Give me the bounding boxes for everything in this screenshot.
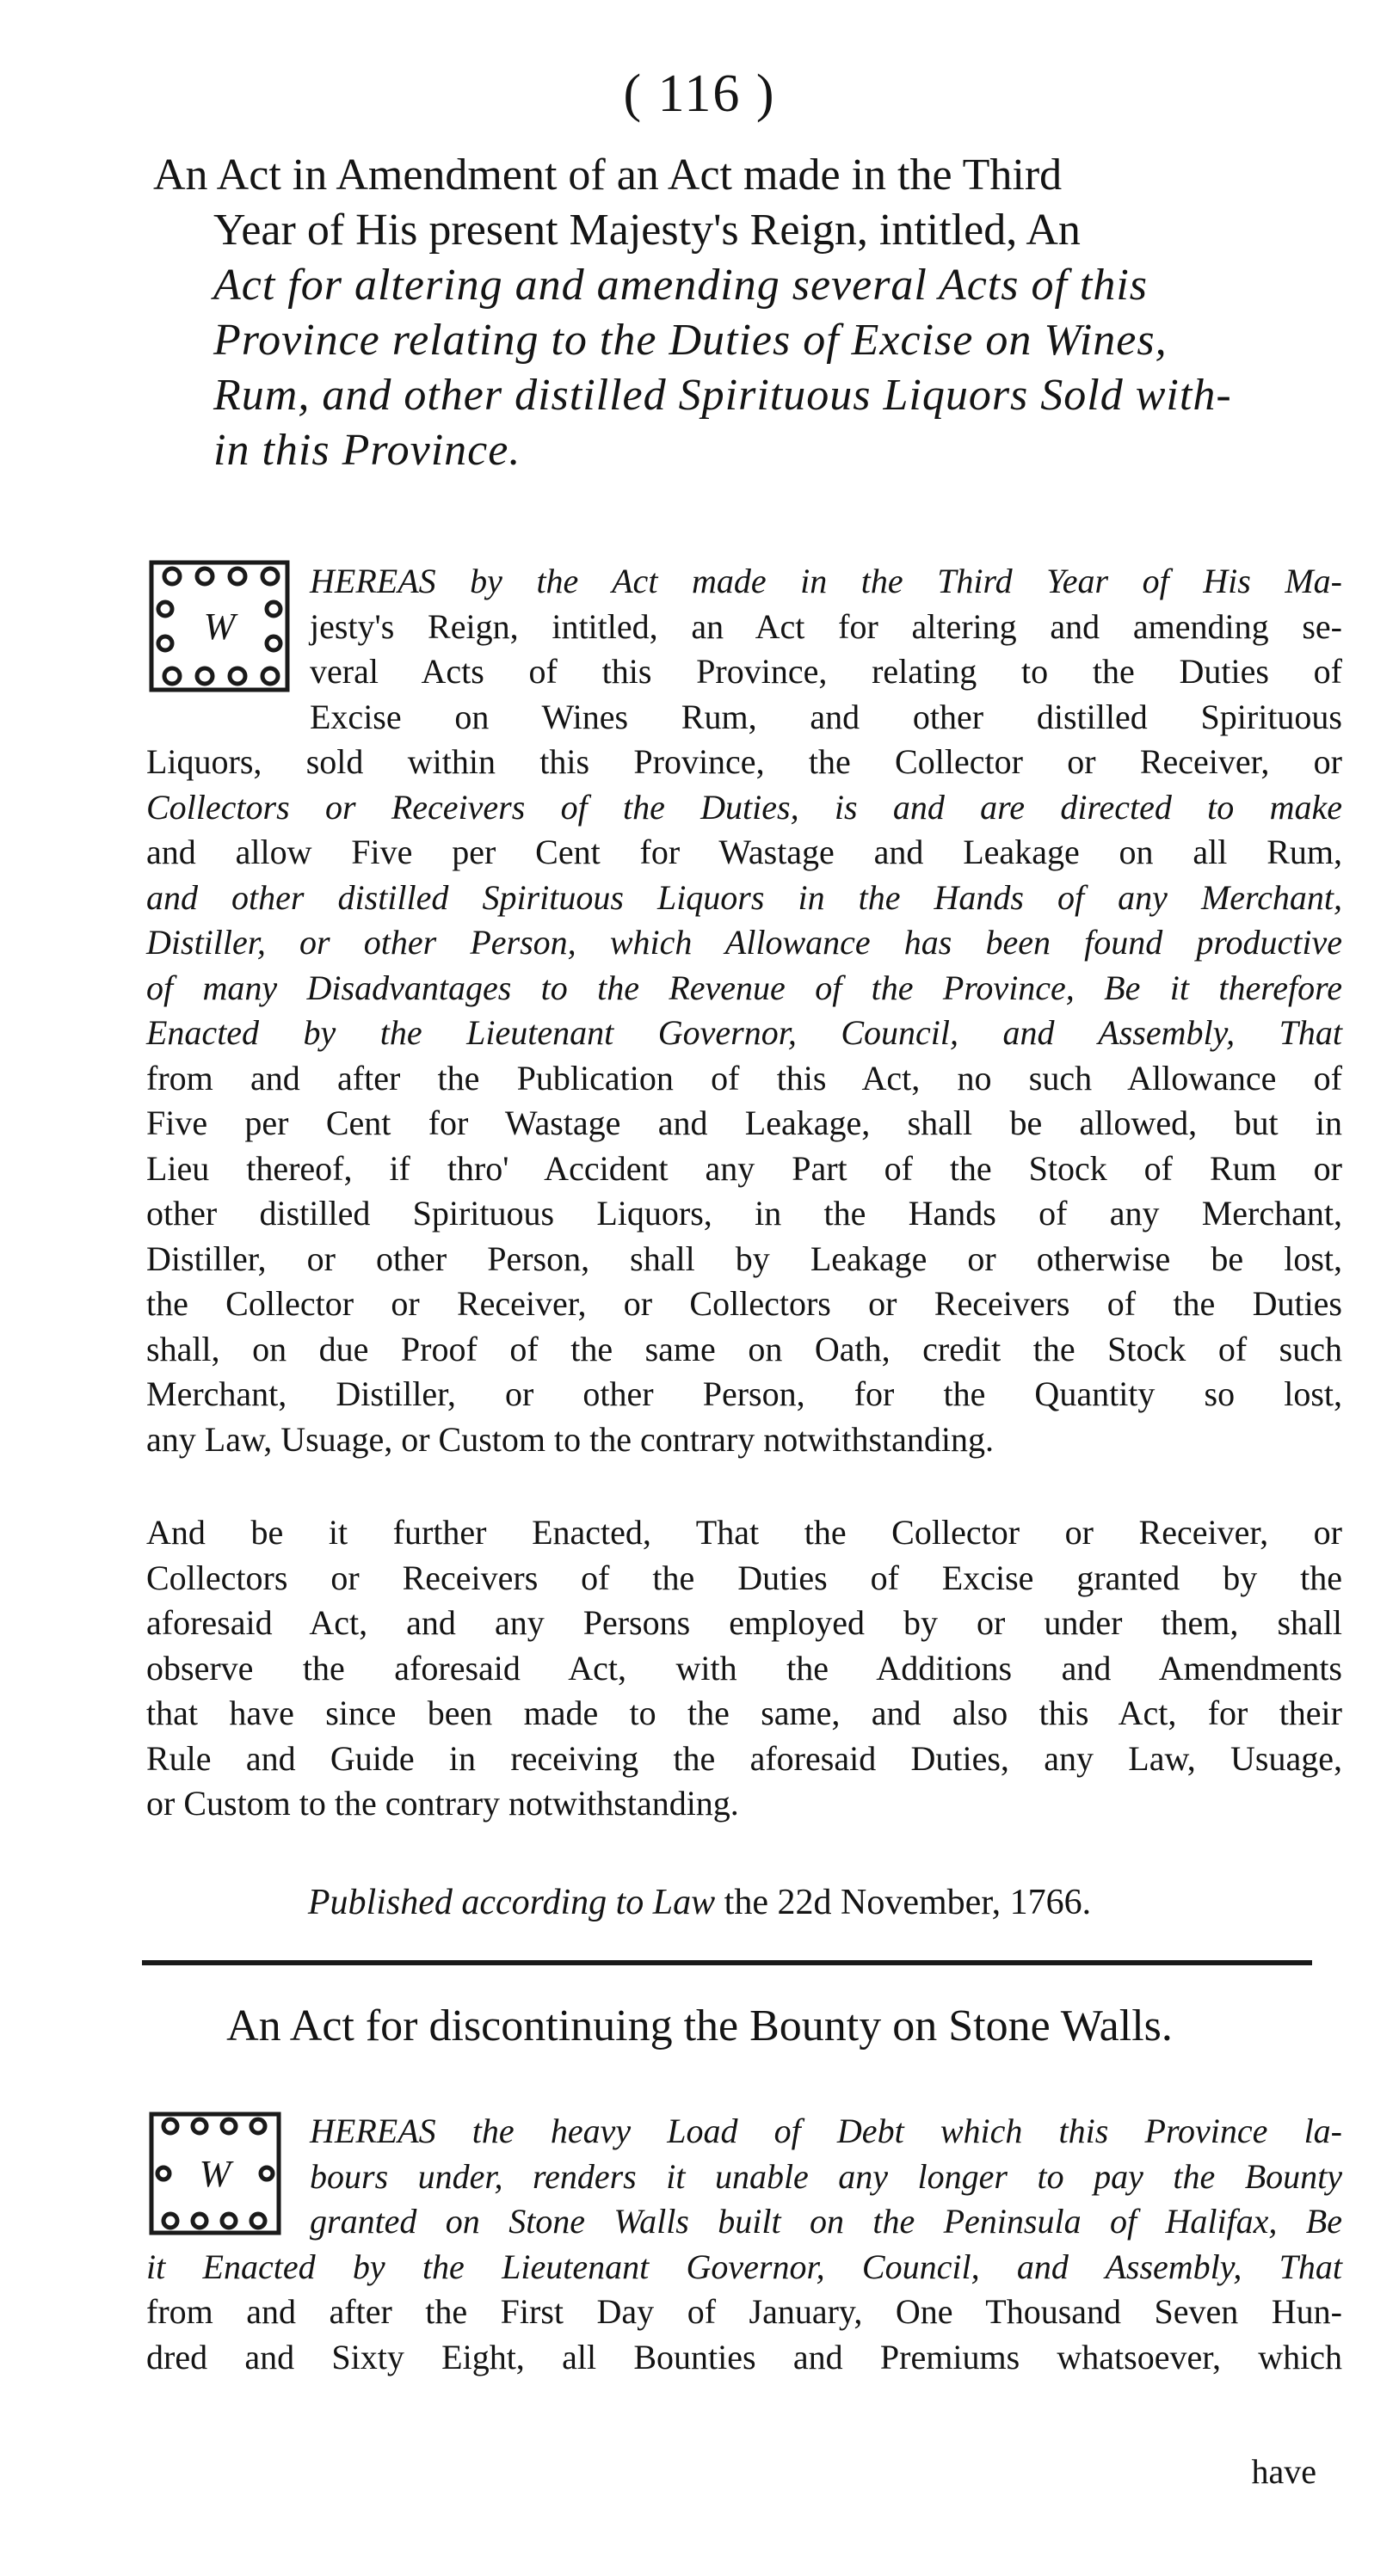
drop-cap-letter: W xyxy=(199,2152,231,2195)
text-line: Rule and Guide in receiving the aforesaid Duties, any Law, Usuage, xyxy=(146,1738,1342,1778)
text-line: observe the aforesaid Act, with the Additions and Amendments xyxy=(146,1648,1342,1688)
publication-note xyxy=(0,1882,1399,1923)
text-line: HEREAS the heavy Load of Debt which this Province la- xyxy=(310,2112,1342,2150)
publication-date: the 22d November, 1766. xyxy=(724,1883,1092,1922)
text-line: And be it further Enacted, That the Collector or Receiver, or xyxy=(146,1513,1342,1552)
text-line: or Custom to the contrary notwithstanding. xyxy=(146,1784,739,1823)
text-line: from and after the Publication of this Act, no such Allowance of xyxy=(146,1058,1342,1097)
act-title-line: Province relating to the Duties of Excise on Wines, xyxy=(213,316,1168,365)
act-title-line: Rum, and other distilled Spirituous Liquors Sold with- xyxy=(213,371,1232,420)
text-line: HEREAS by the Act made in the Third Year of His Ma- xyxy=(310,562,1342,600)
text-line: and allow Five per Cent for Wastage and Leakage on all Rum, xyxy=(146,833,1342,871)
text-line: shall, on due Proof of the same on Oath, credit the Stock of such xyxy=(146,1329,1342,1368)
text-line: and other distilled Spirituous Liquors in the Hands of any Merchant, xyxy=(146,877,1342,917)
text-line: Distiller, or other Person, which Allowance has been found productive xyxy=(146,923,1342,962)
text-line: Collectors or Receivers of the Duties, is and are directed to make xyxy=(146,787,1342,827)
text-line: granted on Stone Walls built on the Peninsula of Halifax, Be xyxy=(310,2202,1342,2241)
text-line: Enacted by the Lieutenant Governor, Council, and Assembly, That xyxy=(146,1013,1342,1052)
text-line: any Law, Usuage, or Custom to the contrary notwithstanding. xyxy=(146,1419,994,1459)
text-line: veral Acts of this Province, relating to the Duties of xyxy=(310,652,1342,691)
text-line: of many Disadvantages to the Revenue of the Province, Be it therefore xyxy=(146,968,1342,1007)
text-line: Five per Cent for Wastage and Leakage, shall be allowed, but in xyxy=(146,1104,1342,1142)
text-line: dred and Sixty Eight, all Bounties and Premiums whatsoever, which xyxy=(146,2337,1342,2376)
act-title xyxy=(153,148,1358,478)
act-body-paragraph xyxy=(146,559,1342,1462)
act-body-paragraph xyxy=(146,1510,1342,1827)
catchword: have xyxy=(1251,2452,1316,2491)
page-number: ( 116 ) xyxy=(623,65,776,123)
text-line: Lieu thereof, if thro' Accident any Part of the Stock of Rum or xyxy=(146,1148,1342,1188)
act-title-line: An Act in Amendment of an Act made in the Third xyxy=(153,151,1063,200)
text-line: other distilled Spirituous Liquors, in the Hands of any Merchant, xyxy=(146,1194,1342,1233)
act-title-line: Year of His present Majesty's Reign, intitled, An xyxy=(213,206,1081,255)
text-line: the Collector or Receiver, or Collectors or Receivers of the Duties xyxy=(146,1284,1342,1323)
drop-cap-letter: W xyxy=(203,605,236,648)
text-line: it Enacted by the Lieutenant Governor, Council, and Assembly, That xyxy=(146,2247,1342,2286)
section-divider xyxy=(142,1958,1312,1968)
text-line: Excise on Wines Rum, and other distilled Spirituous xyxy=(310,697,1342,736)
act-title: An Act for discontinuing the Bounty on Stone Walls. xyxy=(226,2001,1173,2050)
text-line: aforesaid Act, and any Persons employed by or under them, shall xyxy=(146,1603,1342,1642)
text-line: that have since been made to the same, and also this Act, for their xyxy=(146,1694,1342,1732)
act-title-line: in this Province. xyxy=(213,426,521,475)
act-title-line: Act for altering and amending several Acts of this xyxy=(213,261,1149,310)
text-line: Distiller, or other Person, shall by Leakage or otherwise be lost, xyxy=(146,1239,1342,1278)
text-line: Collectors or Receivers of the Duties of Excise granted by the xyxy=(146,1558,1342,1597)
publication-note-italic: Published according to Law xyxy=(307,1883,716,1922)
act-body-paragraph xyxy=(146,2109,1342,2380)
text-line: Merchant, Distiller, or other Person, for the Quantity so lost, xyxy=(146,1374,1342,1413)
text-line: bours under, renders it unable any longer to pay the Bounty xyxy=(310,2156,1342,2196)
text-line: from and after the First Day of January, One Thousand Seven Hun- xyxy=(146,2292,1342,2331)
text-line: jesty's Reign, intitled, an Act for altering and amending se- xyxy=(310,606,1342,646)
text-line: Liquors, sold within this Province, the Collector or Receiver, or xyxy=(146,742,1342,781)
